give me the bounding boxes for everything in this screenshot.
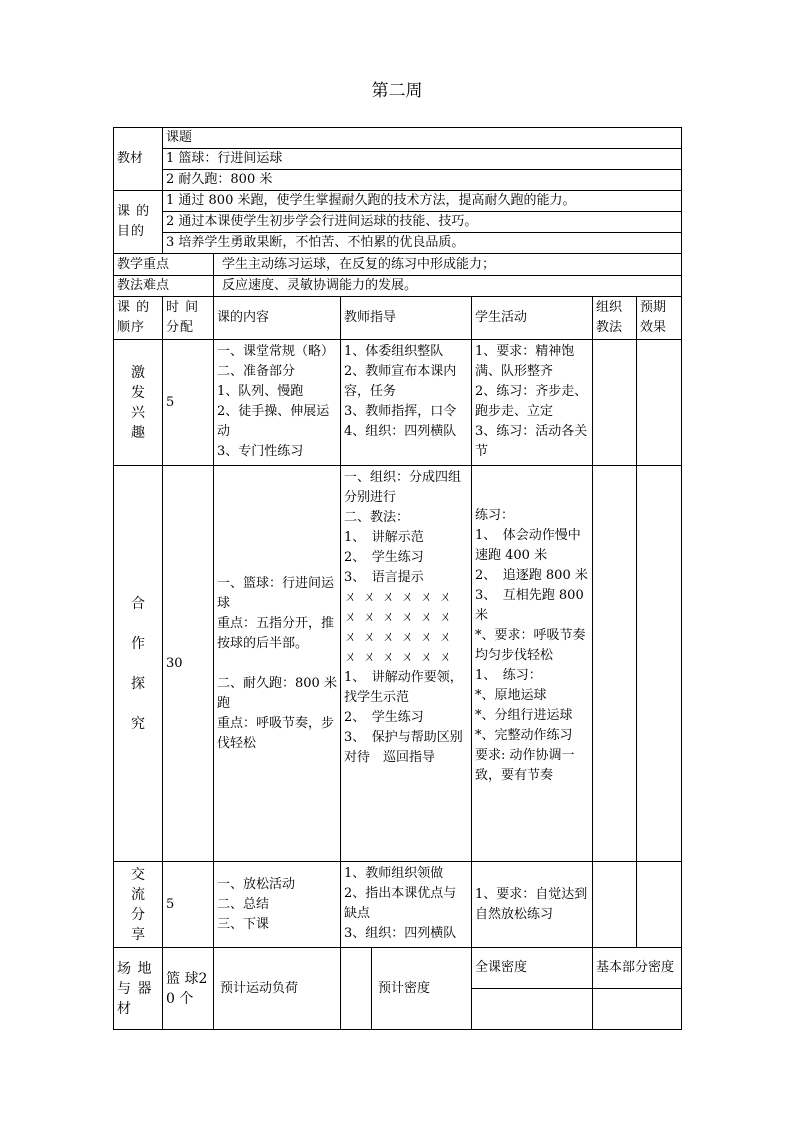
venue-value: 篮 球20 个: [163, 948, 214, 1030]
teacher-guidance: 1、 讲解动作要领，找学生示范 2、 学生练习 3、 保护与帮助区别对待 巡回指导: [344, 670, 463, 766]
teacher-method: 一、组织：分成四组分别进行 二、教法： 1、 讲解示范 2、 学生练习 3、 语言提示: [344, 470, 462, 586]
venue-label: 场 地与 器材: [114, 948, 163, 1030]
overall-density-value: [472, 988, 593, 1029]
header-effect: 预期效果: [637, 296, 682, 339]
header-org: 组织教法: [593, 296, 637, 339]
section-time: 30: [163, 466, 214, 862]
header-time: 时 间分配: [163, 296, 214, 339]
section-order: 交 流 分 享: [114, 862, 163, 948]
goal-row: 2 通过本课使学生初步学会行进间运球的技能、技巧。: [163, 212, 682, 233]
section-effect: [637, 339, 682, 466]
section-effect: [637, 862, 682, 948]
section-effect: [637, 466, 682, 862]
key-point-text: 学生主动练习运球，在反复的练习中形成能力；: [214, 254, 682, 275]
formation-diagram: ㄨㄨㄨㄨㄨㄨ ㄨㄨㄨㄨㄨㄨ ㄨㄨㄨㄨㄨㄨ ㄨㄨㄨㄨㄨㄨ: [344, 590, 459, 666]
basic-density-value: [593, 988, 682, 1029]
header-content: 课的内容: [214, 296, 341, 339]
goal-row: 3 培养学生勇敢果断，不怕苦、不怕累的优良品质。: [163, 233, 682, 254]
section-teacher: 1、体委组织整队 2、教师宣布本课内容，任务 3、教师指挥，口令 4、组织：四列横队: [341, 339, 472, 466]
section-content: 一、篮球：行进间运球 重点：五指分开，推按球的后半部。 二、耐久跑：800 米跑 重点：呼吸节奏，步伐轻松: [214, 466, 341, 862]
section-org: [593, 466, 637, 862]
section-teacher: [341, 466, 472, 862]
key-point-label: 教学重点: [114, 254, 214, 275]
header-student: 学生活动: [472, 296, 593, 339]
section-content: 一、放松活动 二、总结 三、下课: [214, 862, 341, 948]
material-label: 教材: [114, 128, 163, 191]
section-student: 1、要求：精神饱满、队形整齐 2、练习：齐步走、跑步走、立定 3、练习：活动各关节: [472, 339, 593, 466]
material-row: 课题: [163, 128, 682, 149]
section-org: [593, 862, 637, 948]
section-order: 合 作 探 究: [114, 466, 163, 862]
header-order: 课 的顺序: [114, 296, 163, 339]
section-time: 5: [163, 339, 214, 466]
section-time: 5: [163, 862, 214, 948]
goal-row: 1 通过 800 米跑，使学生掌握耐久跑的技术方法，提高耐久跑的能力。: [163, 191, 682, 212]
section-student: 练习： 1、 体会动作慢中速跑 400 米 2、 追逐跑 800 米 3、 互相先跑 800 米 *、要求：呼吸节奏均匀步伐轻松 1、 练习： *、原地运球 *、分组行进运球 *、完整动作练习 要求: 动作协调一致，要有节奏: [472, 466, 593, 862]
header-teacher: 教师指导: [341, 296, 472, 339]
difficulty-text: 反应速度、灵敏协调能力的发展。: [214, 275, 682, 296]
load-label: 预计运动负荷: [214, 948, 341, 1030]
section-teacher: 1、教师组织领做 2、指出本课优点与缺点 3、组织：四列横队: [341, 862, 472, 948]
load-value: [341, 948, 372, 1030]
overall-density-label: 全课密度: [472, 948, 593, 988]
difficulty-label: 教法难点: [114, 275, 214, 296]
material-row: 1 篮球：行进间运球: [163, 149, 682, 170]
density-label: 预计密度: [372, 948, 472, 1030]
material-row: 2 耐久跑：800 米: [163, 170, 682, 191]
goals-label: 课 的目的: [114, 191, 163, 254]
lesson-plan-table: [113, 127, 682, 1030]
page-title: 第二周: [371, 81, 423, 101]
section-org: [593, 339, 637, 466]
section-student: 1、要求：自觉达到自然放松练习: [472, 862, 593, 948]
basic-density-label: 基本部分密度: [593, 948, 682, 988]
section-order: 激 发 兴 趣: [114, 339, 163, 466]
section-content: 一、课堂常规（略） 二、准备部分 1、队列、慢跑 2、徒手操、伸展运动 3、专门性练习: [214, 339, 341, 466]
